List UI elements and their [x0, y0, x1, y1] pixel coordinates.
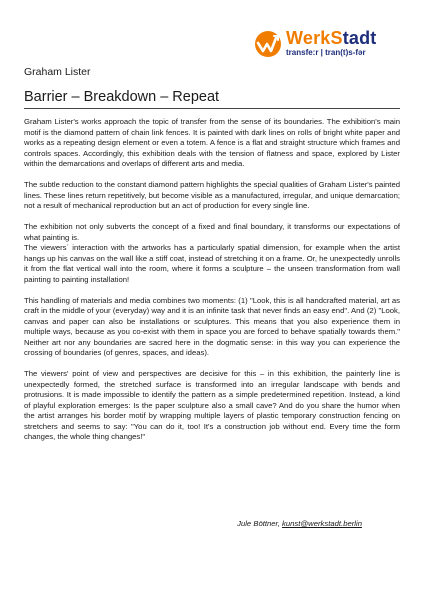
title-divider [24, 108, 400, 109]
werkstadt-logo [254, 28, 384, 68]
signature-name: Jule Böttner, [237, 519, 280, 528]
logo-subtitle-separator: | [318, 48, 326, 57]
logo-name [286, 28, 377, 48]
signature [237, 519, 362, 529]
paragraph-6: The viewers' point of view and perspectives are decisive for this – in this exhibition, the painterly line is unexpectedly formed, the stretched surface is transformed into an irregular landscape with bends and protrusions. It is made impossible to identify the pattern as a simple predetermined repetition. Instead, a kind of playful exploration emerges: Is the paper sculpture also a small cave? And do you share the humor when the artist arranges his border motif by wrapping multiple layers of plastic temporary construction fencing on stretchers and seems to say: "You can do it, too! It's a construction job without end. Every time the form changes, the whole thing changes!" [24, 369, 400, 441]
paragraph-1: Graham Lister's works approach the topic of transfer from the sense of its boundaries. The exhibition's main motif is the diamond pattern of chain link fences. It is painted with dark lines on rolls of bright white paper and works as a repeating design element or even a totem. A fence is a flat and straight structure which frames and controls spaces. Accordingly, this exhibition deals with the tension of flatness and space, explored by Lister within the demarcations and overlaps of different arts and media. [24, 117, 400, 168]
page-title: Barrier – Breakdown – Repeat [24, 89, 220, 105]
paragraph-3: The exhibition not only subverts the concept of a fixed and final boundary, it transforms our expectations of what painting is. [24, 222, 400, 242]
logo-subtitle [286, 48, 366, 58]
author-name: Graham Lister [24, 66, 91, 78]
logo-subtitle-part2: tran(t)s-fər [325, 48, 366, 57]
logo-subtitle-part1: transfe:r [286, 48, 319, 57]
paragraph-4: The viewers´ interaction with the artworks has a particularly spatial dimension, for example when the artist hangs up his canvas on the wall like a stiff coat, instead of stretching it on a frame. Or, he unexpectedly unrolls it from the flat vertical wall into the room, where it forms a sculpture – the unseen transformation from wall painting to painting installation! [24, 243, 400, 284]
email-link[interactable]: kunst@werkstadt.berlin [281, 519, 362, 528]
logo-name-part2: tadt [342, 28, 377, 48]
paragraph-2: The subtle reduction to the constant diamond pattern highlights the special qualities of Graham Lister's painted lines. These lines return repetitively, but become visible as a manufactured, irregular, and unique demarcation; not a result of mechanical reproduction but an act of production for every single line. [24, 180, 400, 210]
werkstadt-logo-icon [254, 30, 282, 58]
paragraph-5: This handling of materials and media combines two moments: (1) "Look, this is all handcrafted material, art as craft in the middle of your (everyday) way and it is an infinite task that never finds an easy end". And (2) "Look, canvas and paper can also be installations or sculptures. This means that you also experience them in multiple ways, because as you co-exist with them in space you are forced to behave spatially towards them." Neither art nor any boundaries are sacred here in the dogmatic sense: in this way you can experience the crossing of boundaries (of genres, spaces, and ideas). [24, 295, 400, 357]
logo-name-part1: WerkS [286, 28, 343, 48]
body-text [24, 117, 400, 453]
